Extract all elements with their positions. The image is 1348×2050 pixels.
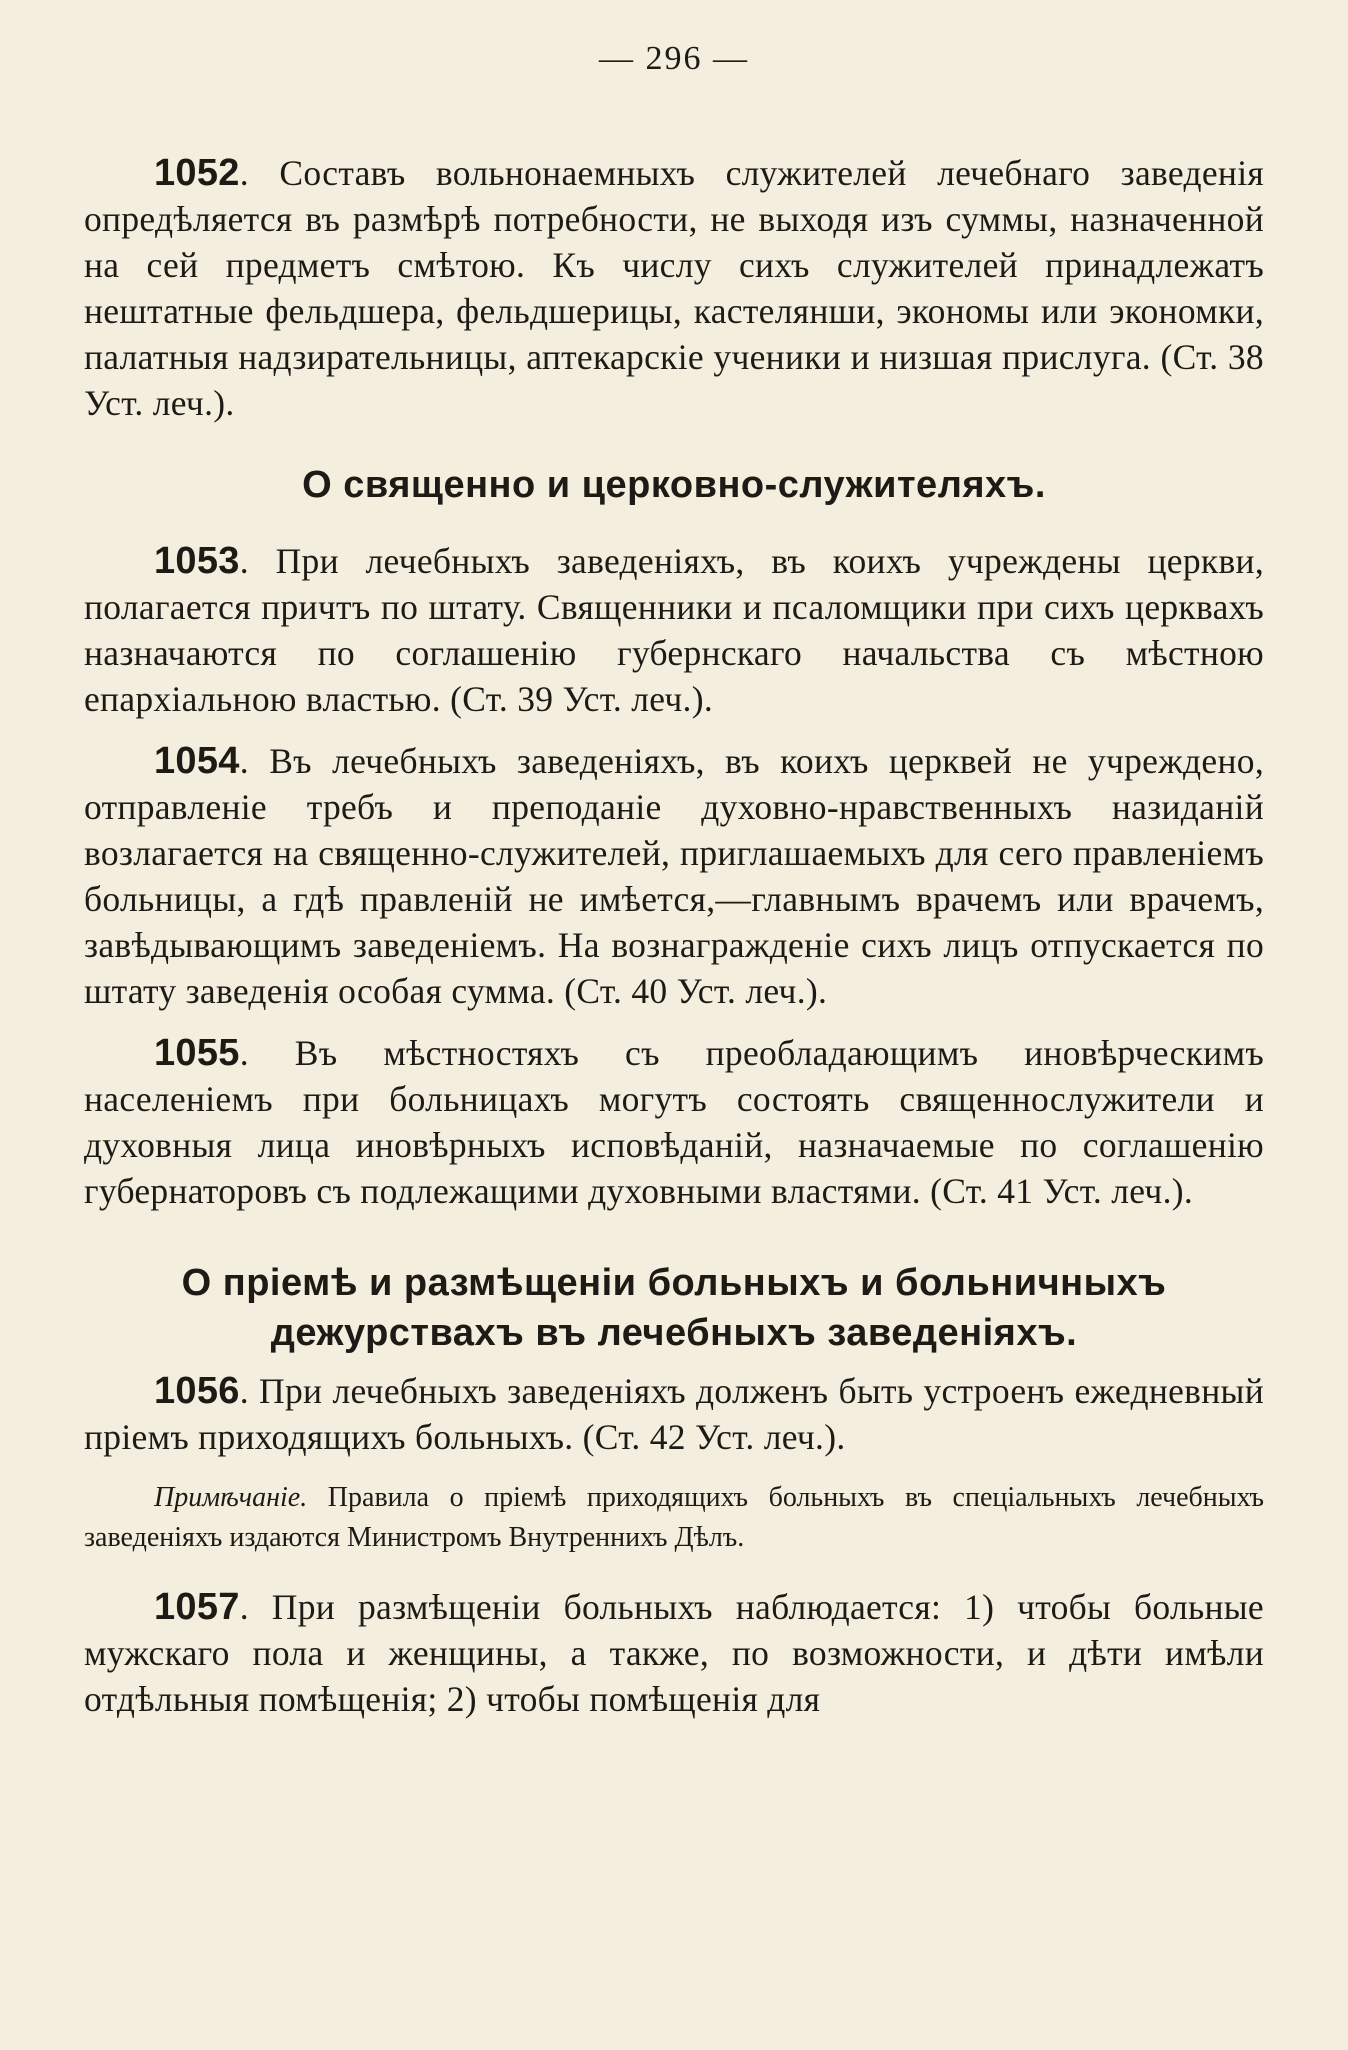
article-text: . При лечебныхъ заведеніяхъ долженъ быть устроенъ ежедневный пріемъ приходящихъ больныхъ. (Ст. 42 Уст. леч.).: [84, 1371, 1264, 1457]
article-text: . Въ мѣстностяхъ съ преобладающимъ иновѣрческимъ населеніемъ при больницахъ могутъ состоять священнослужители и духовныя лица иновѣрныхъ исповѣданій, назначаемые по соглашенію губернаторовъ съ подлежащими духовными властями. (Ст. 41 Уст. леч.).: [84, 1033, 1264, 1211]
article-text: . Въ лечебныхъ заведеніяхъ, въ коихъ церквей не учреждено, отправленіе требъ и преподаніе духовно-нравственныхъ назиданій возлагается на священно-служителей, приглашаемыхъ для сего правленіемъ больницы, а гдѣ правленій не имѣется,—главнымъ врачемъ или врачемъ, завѣдывающимъ заведеніемъ. На вознагражденіе сихъ лицъ отпускается по штату заведенія особая сумма. (Ст. 40 Уст. леч.).: [84, 741, 1264, 1011]
article-number: 1054: [154, 740, 240, 782]
article-text: . При лечебныхъ заведеніяхъ, въ коихъ учреждены церкви, полагается причтъ по штату. Священники и псаломщики при сихъ церквахъ назначаются по соглашенію губернскаго начальства съ мѣстною епархіальною властью. (Ст. 39 Уст. леч.).: [84, 541, 1264, 719]
article-number: 1052: [154, 152, 240, 194]
article-number: 1055: [154, 1032, 240, 1074]
article-number: 1057: [154, 1586, 240, 1628]
article-1053: [84, 538, 1264, 722]
section-heading-clergy: О священно и церковно-служителяхъ.: [302, 464, 1046, 506]
note-paragraph: [84, 1478, 1264, 1558]
page-content: [84, 150, 1264, 1722]
article-number: 1053: [154, 540, 240, 582]
note-label: Примѣчаніе.: [154, 1482, 308, 1513]
article-1054: [84, 738, 1264, 1014]
note-text: Правила о пріемѣ приходящихъ больныхъ въ спеціальныхъ лечебныхъ заведеніяхъ издаются Министромъ Внутреннихъ Дѣлъ.: [84, 1482, 1264, 1553]
article-1055: [84, 1030, 1264, 1214]
article-text: . При размѣщеніи больныхъ наблюдается: 1) чтобы больные мужскаго пола и женщины, а также, по возможности, и дѣти имѣли отдѣльныя помѣщенія; 2) чтобы помѣщенія для: [84, 1587, 1264, 1719]
page-number: — 296 —: [599, 40, 749, 77]
article-1056: [84, 1368, 1264, 1460]
article-text: . Составъ вольнонаемныхъ служителей лечебнаго заведенія опредѣляется въ размѣрѣ потребности, не выходя изъ суммы, назначенной на сей предметъ смѣтою. Къ числу сихъ служителей принадлежатъ нештатные фельдшера, фельдшерицы, кастелянши, экономы или экономки, палатныя надзирательницы, аптекарскіе ученики и низшая прислуга. (Ст. 38 Уст. леч.).: [84, 153, 1264, 423]
article-1057: [84, 1584, 1264, 1722]
section-heading-admission: О пріемѣ и размѣщеніи больныхъ и больничныхъ дежурствахъ въ лечебныхъ заведеніяхъ.: [181, 1262, 1167, 1354]
article-number: 1056: [154, 1370, 240, 1412]
article-1052: [84, 150, 1264, 426]
